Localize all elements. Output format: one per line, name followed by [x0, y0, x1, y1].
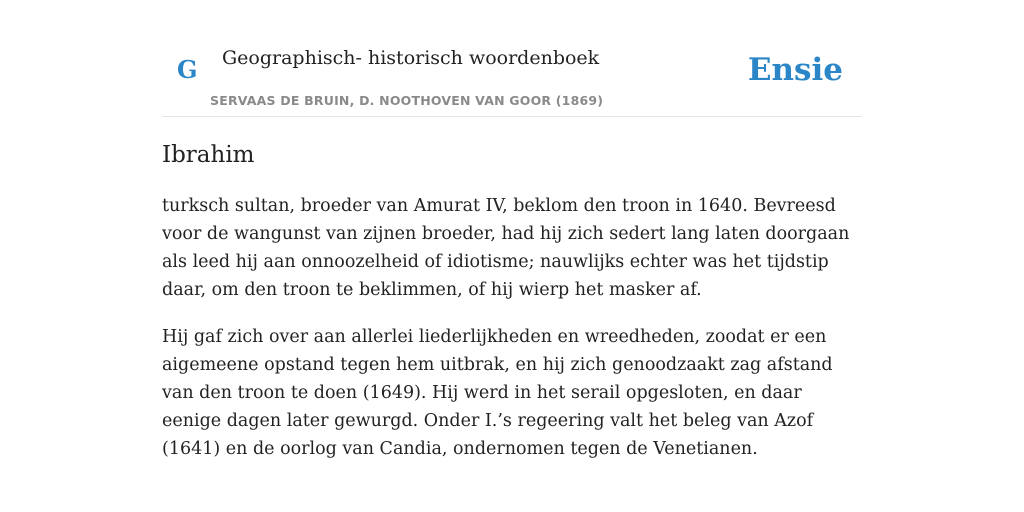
- dictionary-letter-logo[interactable]: G: [177, 55, 198, 84]
- dictionary-header: [162, 0, 862, 117]
- entry-title: Ibrahim: [162, 142, 255, 168]
- entry-paragraph: Hij gaf zich over aan allerlei liederlijkheden en wreedheden, zoodat er een aigemeene opstand tegen hem uitbrak, en hij zich genoodzaakt zag afstand van den troon te doen (1649). Hij werd in het serail opgesloten, en daar eenige dagen later gewurgd. Onder I.’s regeering valt het beleg van Azof (1641) en de oorlog van Candia, ondernomen tegen de Venetianen.: [162, 327, 833, 459]
- entry-body: [162, 192, 862, 482]
- entry-paragraph: turksch sultan, broeder van Amurat IV, beklom den troon in 1640. Bevreesd voor de wangunst van zijnen broeder, had hij zich sedert lang laten doorgaan als leed hij aan onnoozelheid of idiotisme; nauwlijks echter was het tijdstip daar, om den troon te beklimmen, of hij wierp het masker af.: [162, 196, 850, 300]
- dictionary-title-link[interactable]: Geographisch- historisch woordenboek: [222, 47, 600, 69]
- dictionary-authors: SERVAAS DE BRUIN, D. NOOTHOVEN VAN GOOR (1869): [210, 93, 604, 108]
- ensie-brand-logo[interactable]: Ensie: [747, 52, 843, 88]
